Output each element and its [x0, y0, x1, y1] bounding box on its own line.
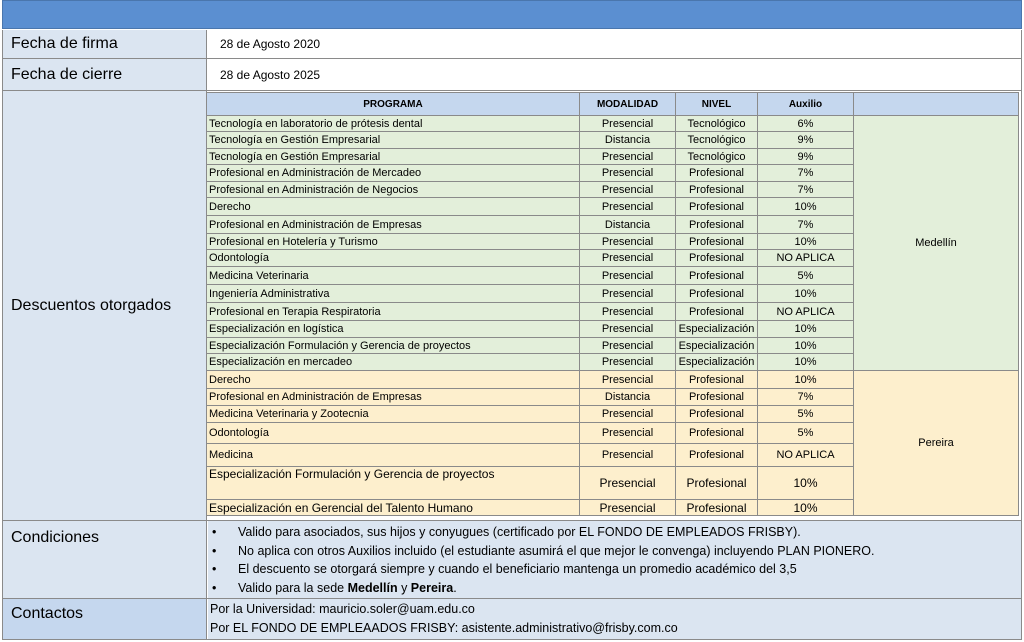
- programs-table: [206, 92, 1019, 516]
- fecha-cierre-value: 28 de Agosto 2025: [208, 59, 1021, 90]
- programa-cell: Profesional en Administración de Negocios: [207, 182, 580, 198]
- modalidad-cell: Presencial: [580, 285, 676, 303]
- condiciones-label: Condiciones: [3, 521, 207, 598]
- auxilio-cell: NO APLICA: [758, 250, 854, 267]
- auxilio-cell: 10%: [758, 198, 854, 216]
- programa-cell: Derecho: [207, 371, 580, 389]
- programa-cell: Medicina Veterinaria: [207, 267, 580, 285]
- sede-medellin: Medellín: [347, 580, 398, 595]
- programa-cell: Especialización Formulación y Gerencia de proyectos: [207, 467, 580, 500]
- auxilio-cell: 10%: [758, 321, 854, 338]
- header-bar: [2, 0, 1022, 29]
- modalidad-cell: Presencial: [580, 467, 676, 500]
- modalidad-cell: Presencial: [580, 406, 676, 423]
- nivel-cell: Profesional: [676, 234, 758, 250]
- nivel-cell: Profesional: [676, 500, 758, 516]
- header-programa: PROGRAMA: [207, 93, 580, 116]
- condicion-text-post: .: [453, 580, 457, 595]
- sede-medellin-cell: Medellín: [854, 116, 1019, 371]
- nivel-cell: Especialización: [676, 354, 758, 371]
- programa-cell: Especialización en logística: [207, 321, 580, 338]
- bullet-icon: •: [212, 580, 217, 595]
- auxilio-cell: 10%: [758, 234, 854, 250]
- fecha-firma-label: Fecha de firma: [3, 30, 207, 58]
- condicion-text: Valido para asociados, sus hijos y conyugues (certificado por EL FONDO DE EMPLEADOS FRISBY).: [238, 525, 801, 539]
- nivel-cell: Tecnológico: [676, 116, 758, 132]
- modalidad-cell: Presencial: [580, 500, 676, 516]
- header-modalidad: MODALIDAD: [580, 93, 676, 116]
- programa-cell: Profesional en Hotelería y Turismo: [207, 234, 580, 250]
- condicion-text: No aplica con otros Auxilios incluido (el estudiante asumirá el que mejor le convenga) incluyendo PLAN PIONERO.: [238, 543, 875, 558]
- nivel-cell: Profesional: [676, 406, 758, 423]
- modalidad-cell: Presencial: [580, 423, 676, 444]
- modalidad-cell: Presencial: [580, 444, 676, 467]
- programa-cell: Especialización Formulación y Gerencia de proyectos: [207, 338, 580, 354]
- modalidad-cell: Presencial: [580, 234, 676, 250]
- modalidad-cell: Presencial: [580, 303, 676, 321]
- auxilio-cell: 10%: [758, 500, 854, 516]
- row-condiciones: [2, 521, 1022, 599]
- nivel-cell: Tecnológico: [676, 149, 758, 165]
- header-sede: [854, 93, 1019, 116]
- nivel-cell: Profesional: [676, 165, 758, 182]
- condicion-text-pre: Valido para la sede: [238, 580, 348, 595]
- modalidad-cell: Presencial: [580, 198, 676, 216]
- programa-cell: Derecho: [207, 198, 580, 216]
- row-fecha-firma: [2, 30, 1022, 59]
- modalidad-cell: Distancia: [580, 389, 676, 406]
- auxilio-cell: 5%: [758, 406, 854, 423]
- fecha-cierre-label: Fecha de cierre: [3, 59, 207, 90]
- bullet-icon: •: [212, 562, 217, 576]
- modalidad-cell: Presencial: [580, 321, 676, 338]
- auxilio-cell: NO APLICA: [758, 444, 854, 467]
- condiciones-list: [208, 521, 1021, 598]
- table-row: [207, 371, 1019, 389]
- contactos-label: Contactos: [3, 599, 207, 639]
- programa-cell: Medicina: [207, 444, 580, 467]
- fecha-firma-value: 28 de Agosto 2020: [208, 30, 1021, 58]
- header-nivel: NIVEL: [676, 93, 758, 116]
- modalidad-cell: Presencial: [580, 267, 676, 285]
- auxilio-cell: NO APLICA: [758, 303, 854, 321]
- sede-pereira-cell: Pereira: [854, 371, 1019, 516]
- programa-cell: Odontología: [207, 423, 580, 444]
- programa-cell: Especialización en mercadeo: [207, 354, 580, 371]
- programa-cell: Profesional en Administración de Mercadeo: [207, 165, 580, 182]
- programa-cell: Ingeniería Administrativa: [207, 285, 580, 303]
- nivel-cell: Profesional: [676, 389, 758, 406]
- modalidad-cell: Presencial: [580, 371, 676, 389]
- auxilio-cell: 10%: [758, 371, 854, 389]
- programa-cell: Profesional en Administración de Empresas: [207, 216, 580, 234]
- nivel-cell: Profesional: [676, 198, 758, 216]
- programa-cell: Tecnología en Gestión Empresarial: [207, 132, 580, 149]
- table-header-row: [207, 93, 1019, 116]
- nivel-cell: Profesional: [676, 267, 758, 285]
- modalidad-cell: Presencial: [580, 250, 676, 267]
- nivel-cell: Profesional: [676, 303, 758, 321]
- auxilio-cell: 7%: [758, 389, 854, 406]
- programa-cell: Especialización en Gerencial del Talento Humano: [207, 500, 580, 516]
- auxilio-cell: 7%: [758, 182, 854, 198]
- auxilio-cell: 6%: [758, 116, 854, 132]
- condicion-item: [208, 523, 1021, 542]
- modalidad-cell: Presencial: [580, 182, 676, 198]
- nivel-cell: Especialización: [676, 321, 758, 338]
- modalidad-cell: Presencial: [580, 149, 676, 165]
- auxilio-cell: 7%: [758, 165, 854, 182]
- bullet-icon: •: [212, 543, 217, 558]
- modalidad-cell: Presencial: [580, 338, 676, 354]
- descuentos-label: Descuentos otorgados: [3, 91, 207, 520]
- nivel-cell: Profesional: [676, 371, 758, 389]
- bullet-icon: •: [212, 525, 217, 539]
- programa-cell: Tecnología en laboratorio de prótesis dental: [207, 116, 580, 132]
- auxilio-cell: 10%: [758, 467, 854, 500]
- modalidad-cell: Presencial: [580, 354, 676, 371]
- contacto-fondo: Por EL FONDO DE EMPLEAADOS FRISBY: asistente.administrativo@frisby.com.co: [210, 621, 678, 635]
- contacto-universidad: Por la Universidad: mauricio.soler@uam.edu.co: [210, 602, 475, 616]
- programa-cell: Medicina Veterinaria y Zootecnia: [207, 406, 580, 423]
- nivel-cell: Profesional: [676, 285, 758, 303]
- condicion-text-mid: y: [397, 580, 411, 595]
- condicion-item: [208, 560, 1021, 579]
- nivel-cell: Especialización: [676, 338, 758, 354]
- contactos-list: [208, 599, 1021, 639]
- nivel-cell: Profesional: [676, 467, 758, 500]
- row-contactos: [2, 599, 1022, 640]
- nivel-cell: Tecnológico: [676, 132, 758, 149]
- sede-pereira: Pereira: [410, 580, 454, 595]
- programa-cell: Tecnología en Gestión Empresarial: [207, 149, 580, 165]
- modalidad-cell: Distancia: [580, 132, 676, 149]
- programa-cell: Profesional en Administración de Empresas: [207, 389, 580, 406]
- auxilio-cell: 10%: [758, 285, 854, 303]
- auxilio-cell: 5%: [758, 423, 854, 444]
- modalidad-cell: Presencial: [580, 116, 676, 132]
- condicion-text: El descuento se otorgará siempre y cuando el beneficiario mantenga un promedio académico del 3,5: [238, 562, 797, 576]
- nivel-cell: Profesional: [676, 250, 758, 267]
- row-fecha-cierre: [2, 59, 1022, 91]
- table-row: [207, 116, 1019, 132]
- nivel-cell: Profesional: [676, 216, 758, 234]
- nivel-cell: Profesional: [676, 423, 758, 444]
- condicion-item: [208, 542, 1021, 561]
- auxilio-cell: 9%: [758, 149, 854, 165]
- modalidad-cell: Presencial: [580, 165, 676, 182]
- programa-cell: Odontología: [207, 250, 580, 267]
- programa-cell: Profesional en Terapia Respiratoria: [207, 303, 580, 321]
- auxilio-cell: 5%: [758, 267, 854, 285]
- condicion-item: [208, 579, 1021, 598]
- nivel-cell: Profesional: [676, 444, 758, 467]
- nivel-cell: Profesional: [676, 182, 758, 198]
- auxilio-cell: 10%: [758, 354, 854, 371]
- auxilio-cell: 7%: [758, 216, 854, 234]
- auxilio-cell: 9%: [758, 132, 854, 149]
- header-auxilio: Auxilio: [758, 93, 854, 116]
- auxilio-cell: 10%: [758, 338, 854, 354]
- modalidad-cell: Distancia: [580, 216, 676, 234]
